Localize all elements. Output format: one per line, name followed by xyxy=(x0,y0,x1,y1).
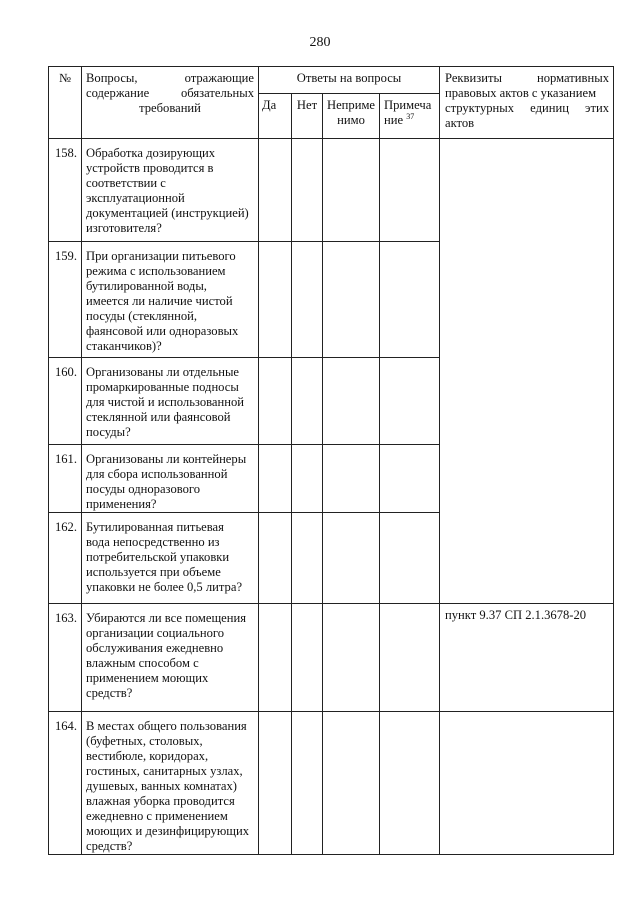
header-answer-na-line2: нимо xyxy=(337,113,365,127)
question-line: промаркированные подносы xyxy=(86,380,239,394)
question-line: упаковки не более 0,5 литра? xyxy=(86,580,243,594)
header-requisites-word3: структурных xyxy=(445,101,515,115)
question-line: Обработка дозирующих xyxy=(86,146,216,160)
answer-na-cell[interactable] xyxy=(323,712,380,855)
header-requisites-word2: нормативных xyxy=(537,71,609,85)
answer-no-cell[interactable] xyxy=(292,139,323,242)
answer-note-cell[interactable] xyxy=(380,242,440,358)
header-answer-na xyxy=(323,94,380,139)
answer-note-cell[interactable] xyxy=(380,358,440,445)
header-questions-word4: обязательных xyxy=(180,86,254,100)
question-line: стаканчиков)? xyxy=(86,339,162,353)
row-number: 158. xyxy=(49,139,82,242)
question-line: посуды (стеклянной, xyxy=(86,309,198,323)
question-line: вода непосредственно из xyxy=(86,535,220,549)
answer-no-cell[interactable] xyxy=(292,445,323,513)
question-line: Организованы ли отдельные xyxy=(86,365,240,379)
header-answer-yes: Да xyxy=(259,94,292,139)
table-row xyxy=(49,712,614,855)
question-line: потребительской упаковки xyxy=(86,550,230,564)
header-number: № xyxy=(49,67,82,139)
answer-no-cell[interactable] xyxy=(292,358,323,445)
row-number: 159. xyxy=(49,242,82,358)
question-line: применения? xyxy=(86,497,157,511)
answer-note-cell[interactable] xyxy=(380,712,440,855)
question-line: гостиных, санитарных узлах, xyxy=(86,764,243,778)
row-requisite: пункт 9.37 СП 2.1.3678-20 xyxy=(440,604,614,712)
row-number: 164. xyxy=(49,712,82,855)
answer-yes-cell[interactable] xyxy=(259,712,292,855)
question-line: ежедневно с применением xyxy=(86,809,228,823)
answer-na-cell[interactable] xyxy=(323,242,380,358)
answer-no-cell[interactable] xyxy=(292,604,323,712)
header-requisites-word4: единиц xyxy=(530,101,569,115)
row-number: 163. xyxy=(49,604,82,712)
question-line: Убираются ли все помещения xyxy=(86,611,247,625)
answer-note-cell[interactable] xyxy=(380,513,440,604)
row-number: 161. xyxy=(49,445,82,513)
question-line: бутилированной воды, xyxy=(86,279,207,293)
question-line: моющих и дезинфицирующих xyxy=(86,824,249,838)
header-requisites-line4: актов xyxy=(445,116,475,130)
row-requisite xyxy=(440,712,614,855)
question-line: для сбора использованной xyxy=(86,467,228,481)
answer-yes-cell[interactable] xyxy=(259,139,292,242)
row-question xyxy=(82,604,259,712)
header-answer-note-line1: Примеча xyxy=(384,98,432,112)
question-line: вестибюле, коридорах, xyxy=(86,749,209,763)
row-question xyxy=(82,242,259,358)
row-question xyxy=(82,358,259,445)
row-requisite xyxy=(440,139,614,604)
header-questions-word2: отражающие xyxy=(184,71,254,85)
answer-yes-cell[interactable] xyxy=(259,358,292,445)
answer-yes-cell[interactable] xyxy=(259,513,292,604)
footnote-mark: 37 xyxy=(406,112,415,121)
question-line: В местах общего пользования xyxy=(86,719,247,733)
question-line: устройств проводится в xyxy=(86,161,214,175)
question-line: документацией (инструкцией) xyxy=(86,206,249,220)
header-row-1 xyxy=(49,67,614,94)
question-line: применением моющих xyxy=(86,671,209,685)
page-number: 280 xyxy=(309,35,331,50)
answer-na-cell[interactable] xyxy=(323,139,380,242)
question-line: Организованы ли контейнеры xyxy=(86,452,247,466)
header-answers: Ответы на вопросы xyxy=(259,67,440,94)
question-line: эксплуатационной xyxy=(86,191,185,205)
question-line: посуды одноразового xyxy=(86,482,201,496)
question-line: стеклянной или фаянсовой xyxy=(86,410,231,424)
question-line: имеется ли наличие чистой xyxy=(86,294,233,308)
header-questions xyxy=(82,67,259,139)
header-requisites-line2: правовых актов с указанием xyxy=(445,86,597,100)
answer-note-cell[interactable] xyxy=(380,445,440,513)
header-questions-line3: требований xyxy=(139,101,201,115)
question-line: посуды? xyxy=(86,425,131,439)
header-answer-note-line2: ние xyxy=(384,113,404,127)
question-line: обслуживания ежедневно xyxy=(86,641,224,655)
question-line: для чистой и использованной xyxy=(86,395,245,409)
table-row xyxy=(49,139,614,242)
answer-na-cell[interactable] xyxy=(323,445,380,513)
question-line: фаянсовой или одноразовых xyxy=(86,324,239,338)
answer-na-cell[interactable] xyxy=(323,513,380,604)
question-line: изготовителя? xyxy=(86,221,162,235)
row-question xyxy=(82,712,259,855)
question-line: средств? xyxy=(86,686,133,700)
table-row xyxy=(49,604,614,712)
answer-note-cell[interactable] xyxy=(380,139,440,242)
header-questions-word1: Вопросы, xyxy=(86,71,138,85)
header-answer-note xyxy=(380,94,440,139)
checklist-body xyxy=(49,139,614,855)
header-questions-word3: содержание xyxy=(86,86,150,100)
answer-yes-cell[interactable] xyxy=(259,604,292,712)
question-line: соответствии с xyxy=(86,176,166,190)
row-question xyxy=(82,139,259,242)
question-line: душевых, ванных комнатах) xyxy=(86,779,237,793)
question-line: организации социального xyxy=(86,626,225,640)
header-requisites-word5: этих xyxy=(585,101,609,115)
answer-yes-cell[interactable] xyxy=(259,242,292,358)
question-line: влажная уборка проводится xyxy=(86,794,235,808)
question-line: режима с использованием xyxy=(86,264,226,278)
checklist-table xyxy=(48,66,614,855)
header-requisites-word1: Реквизиты xyxy=(445,71,502,85)
header-answer-na-line1: Неприме xyxy=(326,98,376,112)
answer-na-cell[interactable] xyxy=(323,604,380,712)
row-number: 162. xyxy=(49,513,82,604)
answer-no-cell[interactable] xyxy=(292,712,323,855)
answer-no-cell[interactable] xyxy=(292,242,323,358)
question-line: средств? xyxy=(86,839,133,853)
row-question xyxy=(82,445,259,513)
answer-yes-cell[interactable] xyxy=(259,445,292,513)
answer-note-cell[interactable] xyxy=(380,604,440,712)
answer-no-cell[interactable] xyxy=(292,513,323,604)
question-line: Бутилированная питьевая xyxy=(86,520,224,534)
question-line: (буфетных, столовых, xyxy=(86,734,203,748)
row-question xyxy=(82,513,259,604)
question-line: При организации питьевого xyxy=(86,249,236,263)
header-requisites xyxy=(440,67,614,139)
header-answer-no: Нет xyxy=(292,94,323,139)
question-line: используется при объеме xyxy=(86,565,221,579)
answer-na-cell[interactable] xyxy=(323,358,380,445)
question-line: влажным способом с xyxy=(86,656,199,670)
row-number: 160. xyxy=(49,358,82,445)
